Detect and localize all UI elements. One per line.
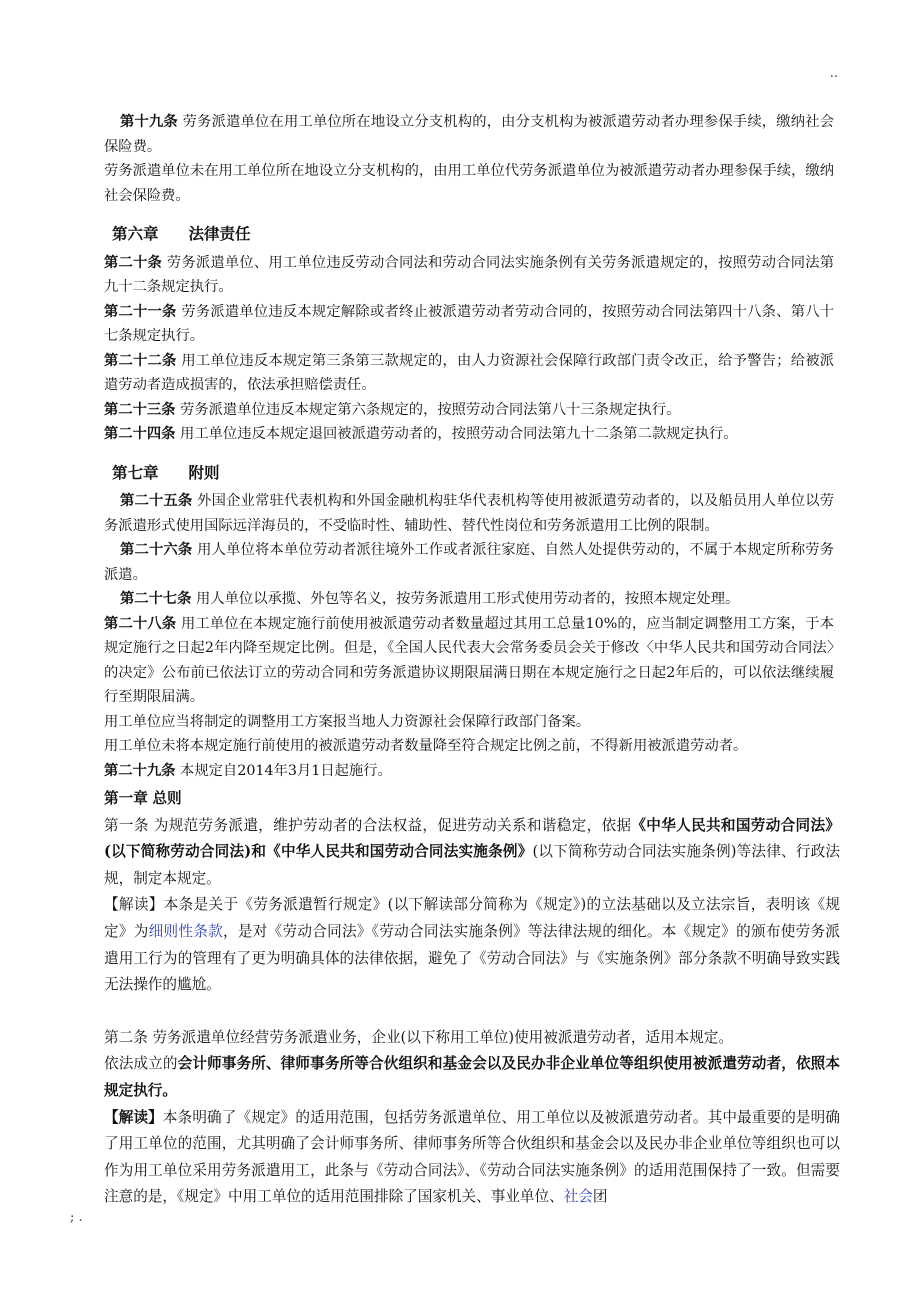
- chapter-1-heading: 第一章 总则: [104, 790, 182, 807]
- article-28: 第二十八条 用工单位在本规定施行前使用被派遣劳动者数量超过其用工总量10%的，应当制定调整用工方案，于本规定施行之日起2年内降至规定比例。但是，《全国人民代表大会常务委员会关于修改〈中华人民共和国劳动合同法〉的决定》公布前已依法订立的劳动合同和劳务派遣协议期限届满日期在本规定施行之日起2年后的，可以依法继续履行至期限届满。: [104, 615, 835, 705]
- section-chapter5-7: [104, 110, 834, 783]
- footer-mark: ; .: [70, 1210, 83, 1225]
- link-detailed-clause[interactable]: 细则性条款: [148, 922, 223, 940]
- link-social[interactable]: 社会: [563, 1188, 593, 1206]
- article-text: 劳务派遣单位在用工单位所在地设立分支机构的，由分支机构为被派遣劳动者办理参保手续，缴纳社会保险费。: [104, 114, 835, 155]
- article-1-commentary: 【解读】本条是关于《劳务派遣暂行规定》(以下解读部分简称为《规定》)的立法基础以及立法宗旨，表明该《规定》为细则性条款，是对《劳动合同法》《劳动合同法实施条例》等法律法规的细化。本《规定》的颁布使劳务派遣用工行为的管理有了更为明确具体的法律依据，避免了《劳动合同法》与《实施条例》部分条款不明确导致实践无法操作的尴尬。: [104, 896, 840, 994]
- article-2-commentary: 【解读】本条明确了《规定》的适用范围，包括劳务派遣单位、用工单位以及被派遣劳动者。其中最重要的是明确了用工单位的范围，尤其明确了会计师事务所、律师事务所等合伙组织和基金会以及民办非企业单位等组织也可以作为用工单位采用劳务派遣用工，此条与《劳动合同法》、《劳动合同法实施条例》的适用范围保持了一致。但需要注意的是，《规定》中用工单位的适用范围排除了国家机关、事业单位、社会团: [104, 1108, 840, 1206]
- article-2: 第二条 劳务派遣单位经营劳务派遣业务，企业(以下称用工单位)使用被派遣劳动者，适用本规定。: [104, 1028, 733, 1046]
- article-25: 第二十五条 外国企业常驻代表机构和外国金融机构驻华代表机构等使用被派遣劳动者的，以及船员用人单位以劳务派遣形式使用国际远洋海员的，不受临时性、辅助性、替代性岗位和劳务派遣用工比例的限制。: [104, 493, 835, 534]
- chapter-7-heading: 第七章 附则: [112, 462, 220, 482]
- article-19-para2: 劳务派遣单位未在用工单位所在地设立分支机构的，由用工单位代劳务派遣单位为被派遣劳动者办理参保手续，缴纳社会保险费。: [104, 163, 834, 204]
- article-22: 第二十二条 用工单位违反本规定第三条第三款规定的，由人力资源社会保障行政部门责令改正，给予警告；给被派遣劳动者造成损害的，依法承担赔偿责任。: [104, 352, 835, 393]
- article-28-para2: 用工单位应当将制定的调整用工方案报当地人力资源社会保障行政部门备案。: [104, 713, 591, 730]
- article-2-para2: 依法成立的会计师事务所、律师事务所等合伙组织和基金会以及民办非企业单位等组织使用被派遣劳动者，依照本规定执行。: [104, 1055, 840, 1099]
- article-number: 第十九条: [120, 114, 178, 130]
- article-20: 第二十条 劳务派遣单位、用工单位违反劳动合同法和劳动合同法实施条例有关劳务派遣规定的，按照劳动合同法第九十二条规定执行。: [104, 254, 835, 295]
- article-19: [104, 110, 834, 159]
- article-27: 第二十七条 用人单位以承揽、外包等名义，按劳务派遣用工形式使用劳动者的，按照本规定处理。: [120, 591, 740, 607]
- article-21: 第二十一条 劳务派遣单位违反本规定解除或者终止被派遣劳动者劳动合同的，按照劳动合同法第四十八条、第八十七条规定执行。: [104, 303, 835, 344]
- chapter-6-heading: 第六章 法律责任: [112, 224, 251, 243]
- article-23: 第二十三条 劳务派遣单位违反本规定第六条规定的，按照劳动合同法第八十三条规定执行。: [104, 401, 681, 418]
- article-24: 第二十四条 用工单位违反本规定退回被派遣劳动者的，按照劳动合同法第九十二条第二款规定执行。: [104, 426, 738, 442]
- article-29: 第二十九条 本规定自2014年3月1日起施行。: [104, 762, 392, 779]
- article-28-para3: 用工单位未将本规定施行前使用的被派遣劳动者数量降至符合规定比例之前，不得新用被派遣劳动者。: [104, 738, 748, 754]
- article-26: 第二十六条 用人单位将本单位劳动者派往境外工作或者派往家庭、自然人处提供劳动的，不属于本规定所称劳务派遣。: [104, 542, 835, 583]
- article-1: 第一条 为规范劳务派遣，维护劳动者的合法权益，促进劳动关系和谐稳定，依据《中华人民共和国劳动合同法》(以下简称劳动合同法)和《中华人民共和国劳动合同法实施条例》(以下简称劳动合同法实施条例)等法律、行政法规，制定本规定。: [104, 816, 840, 887]
- section-chapter1-commentary: [104, 786, 840, 1211]
- header-mark: ..: [829, 66, 838, 81]
